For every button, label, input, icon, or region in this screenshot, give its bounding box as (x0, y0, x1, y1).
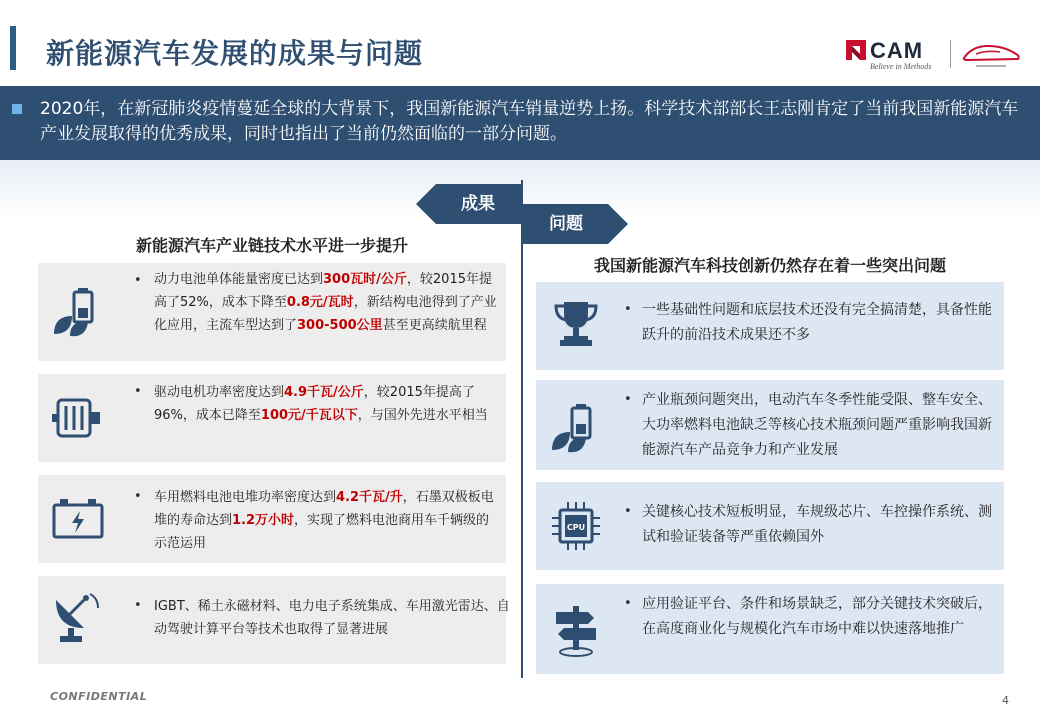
bullet-dot: • (134, 384, 142, 399)
title-bar (0, 0, 1040, 86)
center-divider (521, 180, 523, 678)
svg-text:CPU: CPU (566, 523, 586, 532)
achievement-text-3: 车用燃料电池电堆功率密度达到4.2千瓦/升，石墨双极板电堆的寿命达到1.2万小时，实现了燃料电池商用车千辆级的示范运用 (154, 490, 494, 551)
problem-card-2 (536, 380, 1004, 470)
battery-leaf-icon (50, 284, 106, 340)
logo-area (846, 36, 1026, 76)
bullet-dot: • (624, 392, 632, 407)
problem-text-1: 一些基础性问题和底层技术还没有完全搞清楚，具备性能跃升的前沿技术成果还不多 (642, 302, 992, 343)
title-accent-bar (10, 26, 16, 70)
intro-bullet-square (12, 104, 22, 114)
achievement-card-2 (38, 374, 506, 462)
confidential-label: CONFIDENTIAL (50, 690, 148, 703)
achievement-text-2: 驱动电机功率密度达到4.9千瓦/公斤，较2015年提高了96%，成本已降至100元/千瓦以下，与国外先进水平相当 (154, 385, 488, 423)
page-title: 新能源汽车发展的成果与问题 (46, 37, 424, 70)
problems-tag (522, 204, 628, 244)
bullet-dot: • (624, 504, 632, 519)
problem-text-3: 关键核心技术短板明显，车规级芯片、车控操作系统、测试和验证装备等严重依赖国外 (642, 504, 992, 545)
achievement-text-4: IGBT、稀土永磁材料、电力电子系统集成、车用激光雷达、自动驾驶计算平台等技术也取得了显著进展 (154, 599, 510, 637)
problem-card-4 (536, 584, 1004, 674)
achievement-text-1: 动力电池单体能量密度已达到300瓦时/公斤，较2015年提高了52%，成本下降至0.8元/瓦时，新结构电池得到了产业化应用，主流车型达到了300-500公里甚至更高续航里程 (154, 272, 497, 333)
motor-icon (50, 390, 106, 446)
battery-leaf-icon (548, 400, 604, 456)
intro-band (0, 86, 1040, 160)
achievement-card-4 (38, 576, 510, 664)
cpu-icon (548, 498, 604, 554)
achievement-card-3 (38, 475, 506, 563)
satellite-dish-icon (50, 590, 106, 646)
achievements-heading: 新能源汽车产业链技术水平进一步提升 (135, 236, 408, 255)
page-number: 4 (1002, 694, 1009, 707)
problems-tag-label: 问题 (549, 214, 583, 234)
problem-text-4: 应用验证平台、条件和场景缺乏，部分关键技术突破后，在高度商业化与规模化汽车市场中难以快速落地推广 (642, 596, 992, 637)
bullet-dot: • (134, 598, 142, 613)
bullet-dot: • (624, 302, 632, 317)
trophy-icon (548, 296, 604, 352)
logo-text: CAM (870, 38, 924, 63)
problem-text-2: 产业瓶颈问题突出，电动汽车冬季性能受限、整车安全、大功率燃料电池缺乏等核心技术瓶颈问题严重影响我国新能源汽车产品竞争力和产业发展 (642, 392, 992, 458)
problem-card-1 (536, 282, 1004, 370)
achievements-tag-label: 成果 (461, 194, 495, 214)
logo-divider (950, 40, 951, 68)
cam-logo-icon (846, 40, 866, 60)
bullet-dot: • (134, 489, 142, 504)
bullet-dot: • (624, 596, 632, 611)
achievements-tag (416, 184, 522, 224)
intro-text: 2020年，在新冠肺炎疫情蔓延全球的大背景下，我国新能源汽车销量逆势上扬。科学技术部部长王志刚肯定了当前我国新能源汽车产业发展取得的优秀成果，同时也指出了当前仍然面临的一部分问题。 (40, 99, 1019, 144)
car-brand-logo-icon (960, 38, 1022, 72)
problems-heading: 我国新能源汽车科技创新仍然存在着一些突出问题 (593, 256, 946, 275)
bullet-dot: • (134, 273, 142, 288)
achievement-card-1 (38, 263, 506, 361)
signpost-icon (548, 602, 604, 658)
logo-subtitle: Believe in Methods (870, 62, 932, 71)
car-battery-icon (50, 491, 106, 547)
problem-card-3 (536, 482, 1004, 570)
